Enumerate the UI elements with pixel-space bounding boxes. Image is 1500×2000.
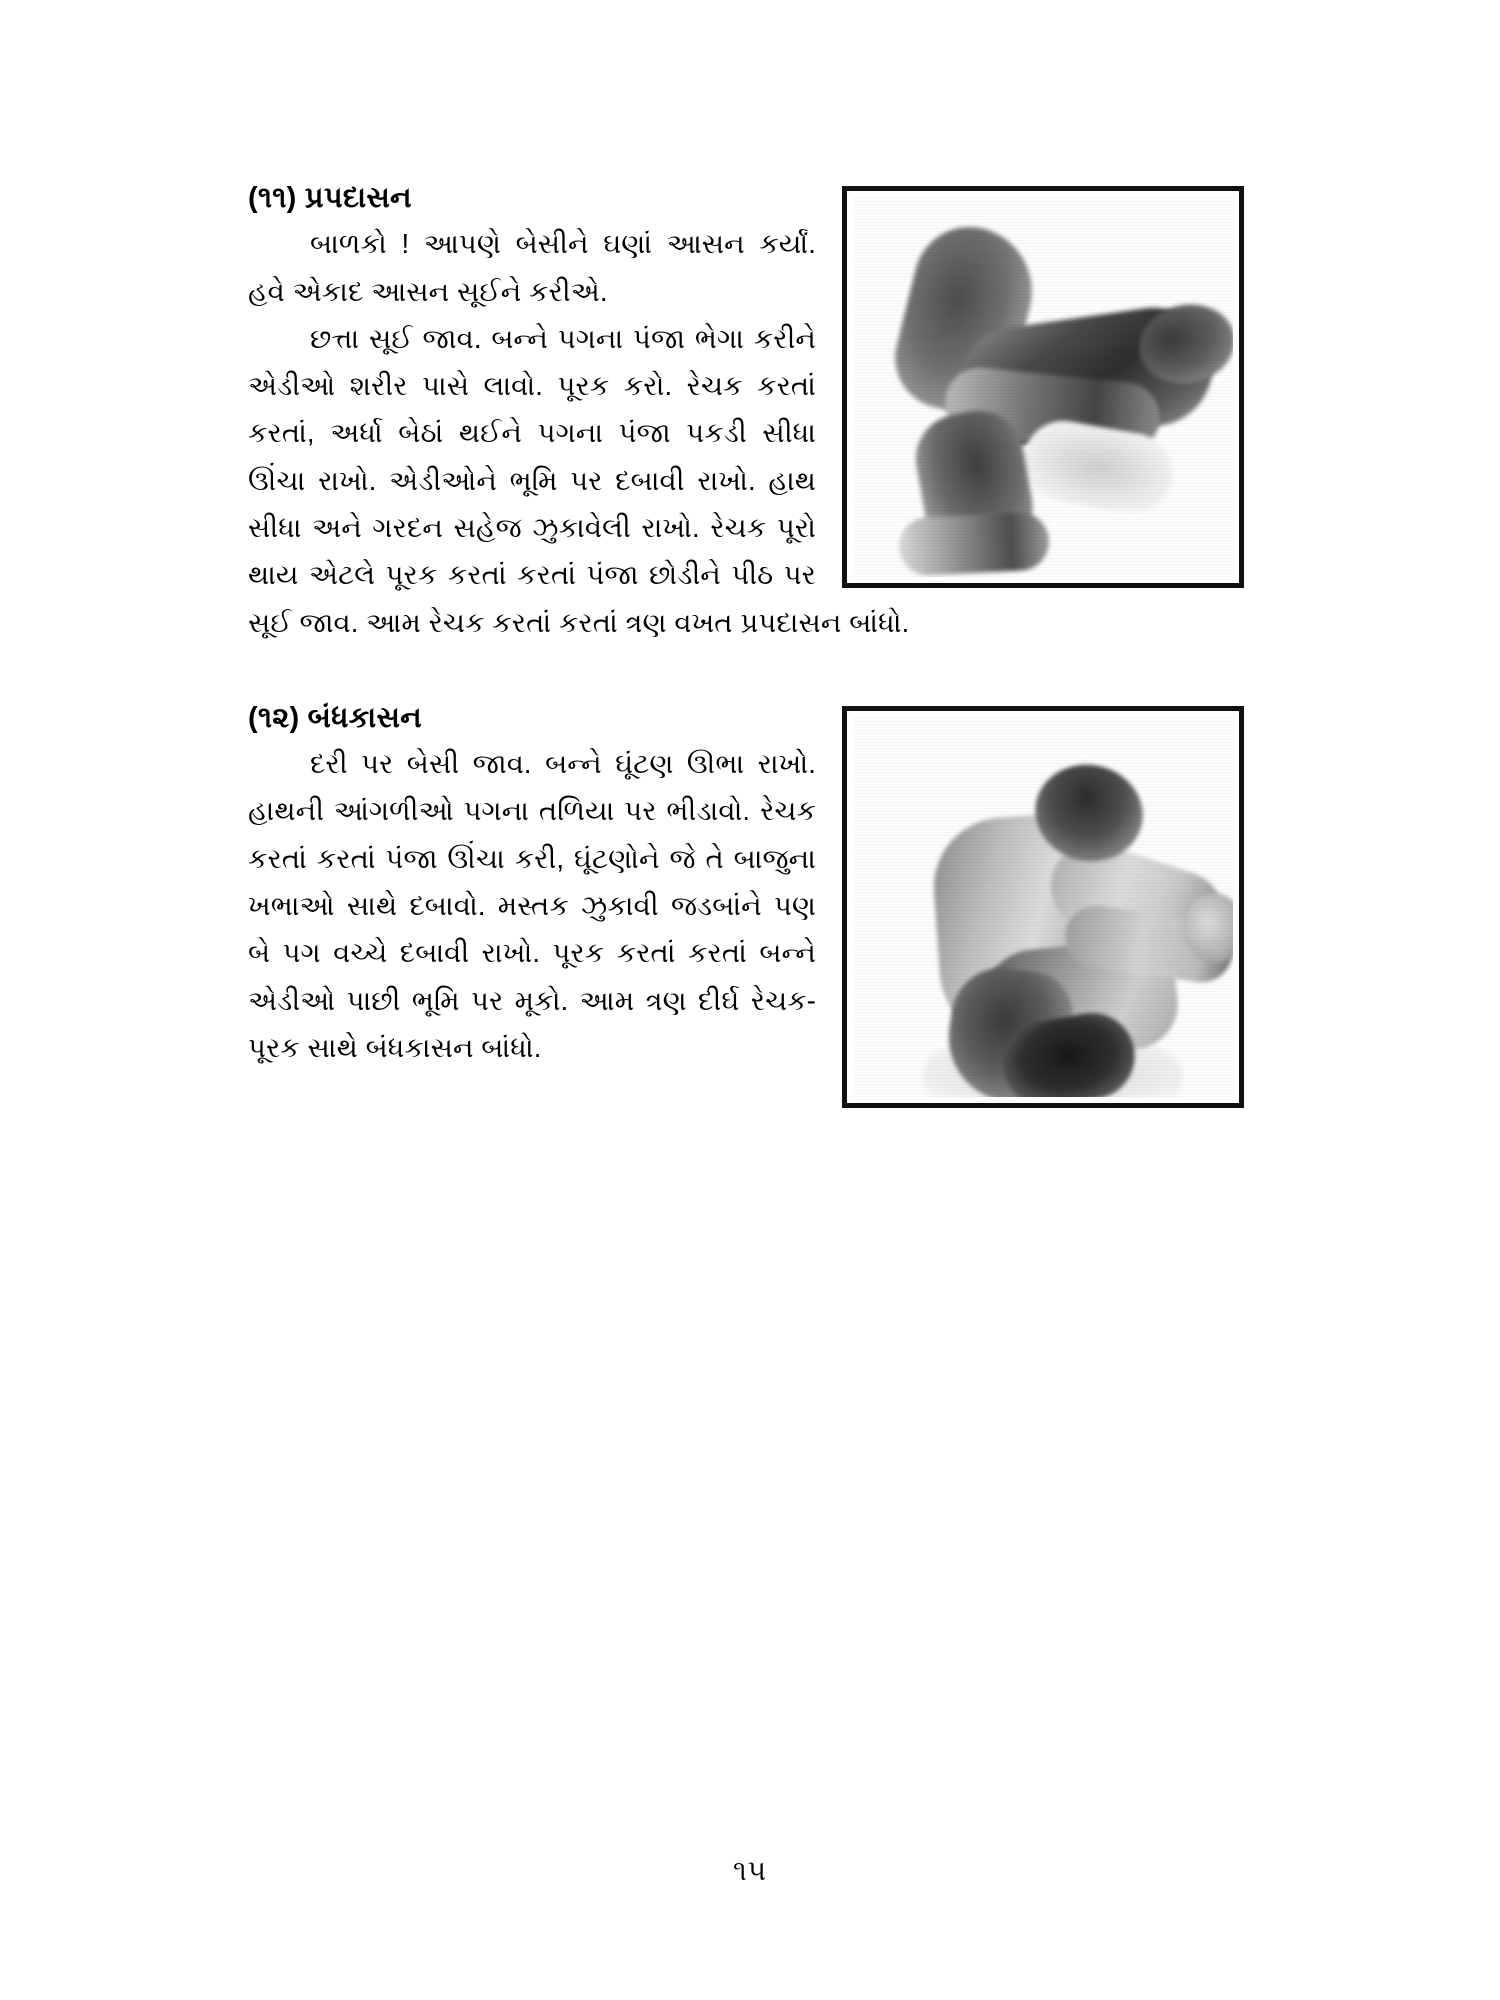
figure-prapadasan-image — [853, 197, 1233, 577]
asana-photo-bandhakasan — [853, 717, 1233, 1097]
page-number: ૧૫ — [732, 1855, 768, 1886]
page-content — [248, 180, 1258, 1118]
section-heading-bandhakasan: (૧૨) બંધકાસન — [248, 701, 422, 734]
figure-bandhakasan-image — [853, 717, 1233, 1097]
figure-bandhakasan — [842, 706, 1244, 1108]
section-prapadasan — [248, 180, 1258, 646]
figure-prapadasan — [842, 186, 1244, 588]
paragraph-bandhakasan-1: દરી પર બેસી જાવ. બન્ને ઘૂંટણ ઊભા રાખો. હાથની આંગળીઓ પગના તળિયા પર ભીડાવો. રેચક કરતાં કરતાં પંજા ઊંચા કરી, ઘૂંટણોને જે તે બાજુના ખભાઓ સાથે દબાવો. મસ્તક ઝુકાવી જડબાંને પણ બે પગ વચ્ચે દબાવી રાખો. પૂરક કરતાં કરતાં બન્ને એડીઓ પાછી ભૂમિ પર મૂકો. આમ ત્રણ દીર્ઘ રેચક-પૂરક સાથે બંધકાસન બાંધો. — [248, 748, 816, 1063]
paragraph-prapadasan-1: બાળકો ! આપણે બેસીને ઘણાં આસન કર્યાં. હવે એકાદ આસન સૂઈને કરીએ. — [248, 228, 816, 307]
paragraph-prapadasan-2: છત્તા સૂઈ જાવ. બન્ને પગના પંજા ભેગા કરીને એડીઓ શરીર પાસે લાવો. પૂરક કરો. રેચક કરતાં કરતાં, અર્ધા બેઠાં થઈને પગના પંજા પકડી સીધા ઊંચા રાખો. એડીઓને ભૂમિ પર દબાવી રાખો. હાથ સીધા અને ગરદન સહેજ ઝુકાવેલી રાખો. રેચક પૂરો થાય એટલે પૂરક કરતાં કરતાં પંજા છોડીને પીઠ પર સૂઈ જાવ. આમ રેચક કરતાં કરતાં ત્રણ વખત પ્રપદાસન બાંધો. — [248, 322, 910, 638]
asana-photo-prapadasan — [853, 197, 1233, 577]
photo-shape — [898, 511, 1051, 577]
section-heading-prapadasan: (૧૧) પ્રપદાસન — [248, 182, 412, 214]
section-bandhakasan — [248, 700, 1258, 1118]
